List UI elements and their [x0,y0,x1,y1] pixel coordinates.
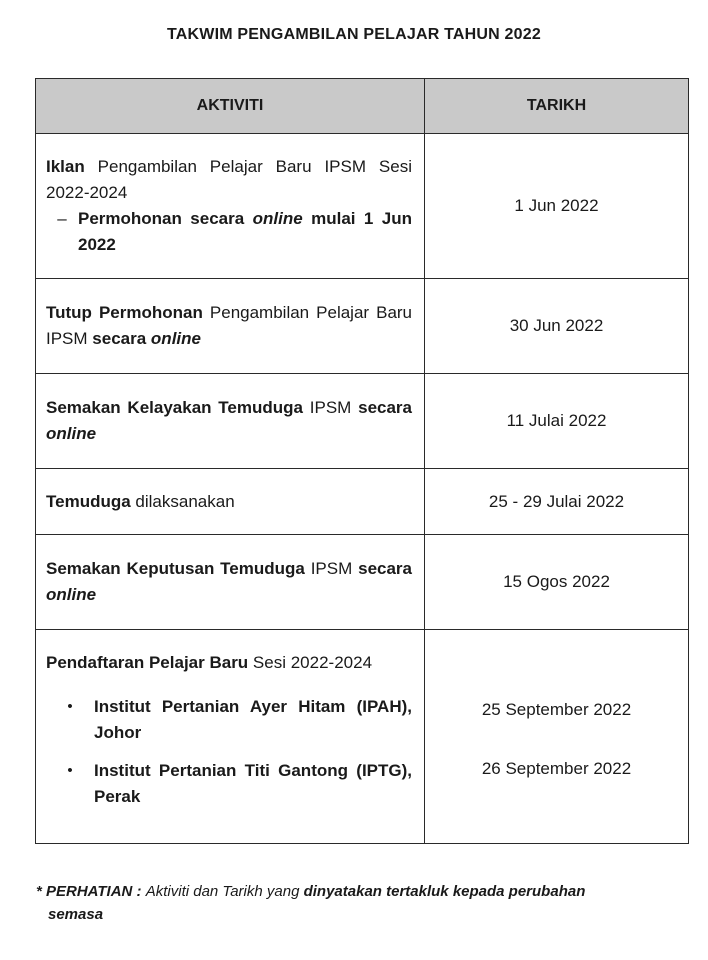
activity-text: IPSM [303,398,359,417]
activity-cell [36,279,425,374]
activity-cell [36,374,425,469]
activity-bold-2: secara [358,398,412,417]
activity-bold: Temuduga [46,491,131,511]
footnote-text: Aktiviti dan Tarikh yang [145,883,304,900]
sub-text: Permohonan secara [78,209,253,228]
sub-text-end: mulai 1 Jun 2022 [78,209,412,254]
date-item: 26 September 2022 [481,759,632,778]
page-title: TAKWIM PENGAMBILAN PELAJAR TAHUN 2022 [167,26,541,43]
date-item: 25 September 2022 [481,700,632,719]
dash-marker: – [57,209,67,228]
bullet-marker: • [67,762,73,779]
date-cell: 25 - 29 Julai 2022 [425,469,689,535]
table-header-row [36,79,689,134]
date-cell: 11 Julai 2022 [425,374,689,469]
header-activity: AKTIVITI [36,79,425,134]
activity-cell [36,630,425,844]
activity-text: IPSM [304,559,359,578]
activity-italic: online [46,585,97,604]
activity-bold: Semakan Kelayakan Temuduga [46,398,303,417]
activity-text: Pengambilan Pelajar Baru IPSM [46,303,413,348]
table-row [36,630,689,844]
footnote [36,880,676,926]
table-row [36,279,689,374]
date-cell: 1 Jun 2022 [425,134,689,279]
activity-bold: Semakan Keputusan Temuduga [46,559,305,578]
sub-italic: online [252,209,303,228]
activity-italic: online [150,329,201,348]
table-row [36,535,689,630]
activity-bold-2: secara [358,559,412,578]
institute-label: Institut Pertanian Ayer Hitam (IPAH), Johor [94,697,412,742]
table-row [36,134,689,279]
footnote-end: semasa [48,906,104,923]
activity-text: Pengambilan Pelajar Baru IPSM Sesi 2022-2024 [46,157,412,202]
list-item [46,758,412,810]
activity-cell [36,535,425,630]
activity-bold: Pendaftaran Pelajar Baru [46,653,249,672]
activity-cell [36,134,425,279]
activity-text: dilaksanakan [130,491,235,511]
header-date: TARIKH [425,79,689,134]
activity-bold: Iklan [46,157,85,176]
activity-italic: online [46,424,97,443]
institute-label: Institut Pertanian Titi Gantong (IPTG), Perak [94,761,412,806]
date-cell: 30 Jun 2022 [425,279,689,374]
table-row [36,374,689,469]
activity-bold-2: secara [92,329,151,348]
footnote-bold: dinyatakan tertakluk kepada perubahan [303,883,586,900]
schedule-table [35,78,689,844]
activity-text: Sesi 2022-2024 [248,653,373,672]
sub-item [46,206,412,258]
table-row [36,469,689,535]
activity-cell [36,469,425,535]
date-cell [425,630,689,844]
list-item [46,694,412,746]
date-cell: 15 Ogos 2022 [425,535,689,630]
bullet-marker: • [67,698,73,715]
activity-bold: Tutup Permohonan [46,303,203,322]
footnote-prefix: * PERHATIAN : [36,883,146,900]
